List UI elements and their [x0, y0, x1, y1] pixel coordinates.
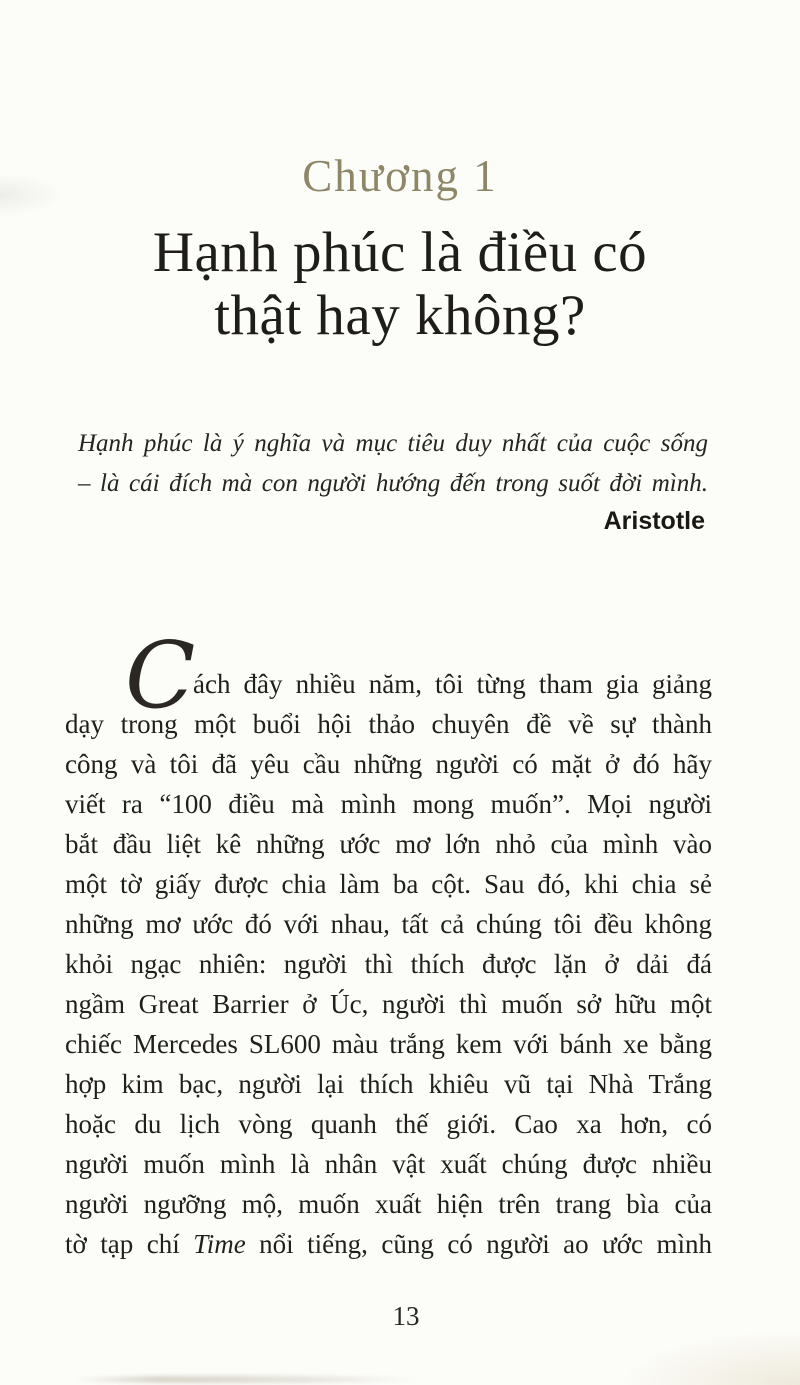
- scan-smudge: [0, 175, 60, 215]
- paragraph-lines: [65, 664, 712, 1264]
- body-line: người muốn mình là nhân vật xuất chúng được nhiều: [65, 1149, 712, 1179]
- body-paragraph: [65, 622, 713, 1264]
- body-line: dạy trong một buổi hội thảo chuyên đề về sự thành: [65, 709, 712, 739]
- epigraph-line-2: – là cái đích mà con người hướng đến trong suốt đời mình.: [78, 470, 708, 497]
- epigraph-quote: [78, 424, 708, 504]
- body-line: hợp kim bạc, người lại thích khiêu vũ tại Nhà Trắng: [65, 1069, 712, 1099]
- body-line: ách đây nhiều năm, tôi từng tham gia giảng: [193, 669, 712, 699]
- scan-shadow-bottom: [68, 1376, 428, 1383]
- body-line: hoặc du lịch vòng quanh thế giới. Cao xa hơn, có: [65, 1109, 712, 1139]
- body-line: những mơ ước đó với nhau, tất cả chúng tôi đều không: [65, 909, 712, 939]
- body-line: một tờ giấy được chia làm ba cột. Sau đó, khi chia sẻ: [65, 869, 712, 899]
- scan-corner-tint: [620, 1330, 800, 1385]
- body-line: khỏi ngạc nhiên: người thì thích được lặn ở dải đá: [65, 949, 712, 979]
- body-line: ngầm Great Barrier ở Úc, người thì muốn sở hữu một: [65, 989, 712, 1019]
- epigraph-author: Aristotle: [603, 507, 705, 535]
- body-line: bắt đầu liệt kê những ước mơ lớn nhỏ của mình vào: [65, 829, 712, 859]
- body-line: tờ tạp chí Time nổi tiếng, cũng có người ao ước mình: [65, 1229, 713, 1259]
- chapter-title-line-2: thật hay không?: [214, 284, 586, 347]
- body-line: công và tôi đã yêu cầu những người có mặt ở đó hãy: [65, 749, 712, 779]
- body-line: viết ra “100 điều mà mình mong muốn”. Mọi người: [65, 789, 712, 819]
- epigraph-line-1: Hạnh phúc là ý nghĩa và mục tiêu duy nhất của cuộc sống: [78, 430, 708, 457]
- drop-cap: C: [125, 622, 196, 729]
- chapter-title-line-1: Hạnh phúc là điều có: [152, 221, 648, 284]
- body-line: người ngưỡng mộ, muốn xuất hiện trên trang bìa của: [65, 1189, 712, 1219]
- page-number: 13: [392, 1301, 420, 1331]
- chapter-label: Chương 1: [302, 151, 498, 201]
- body-line: chiếc Mercedes SL600 màu trắng kem với bánh xe bằng: [65, 1029, 712, 1059]
- chapter-title: [0, 221, 800, 347]
